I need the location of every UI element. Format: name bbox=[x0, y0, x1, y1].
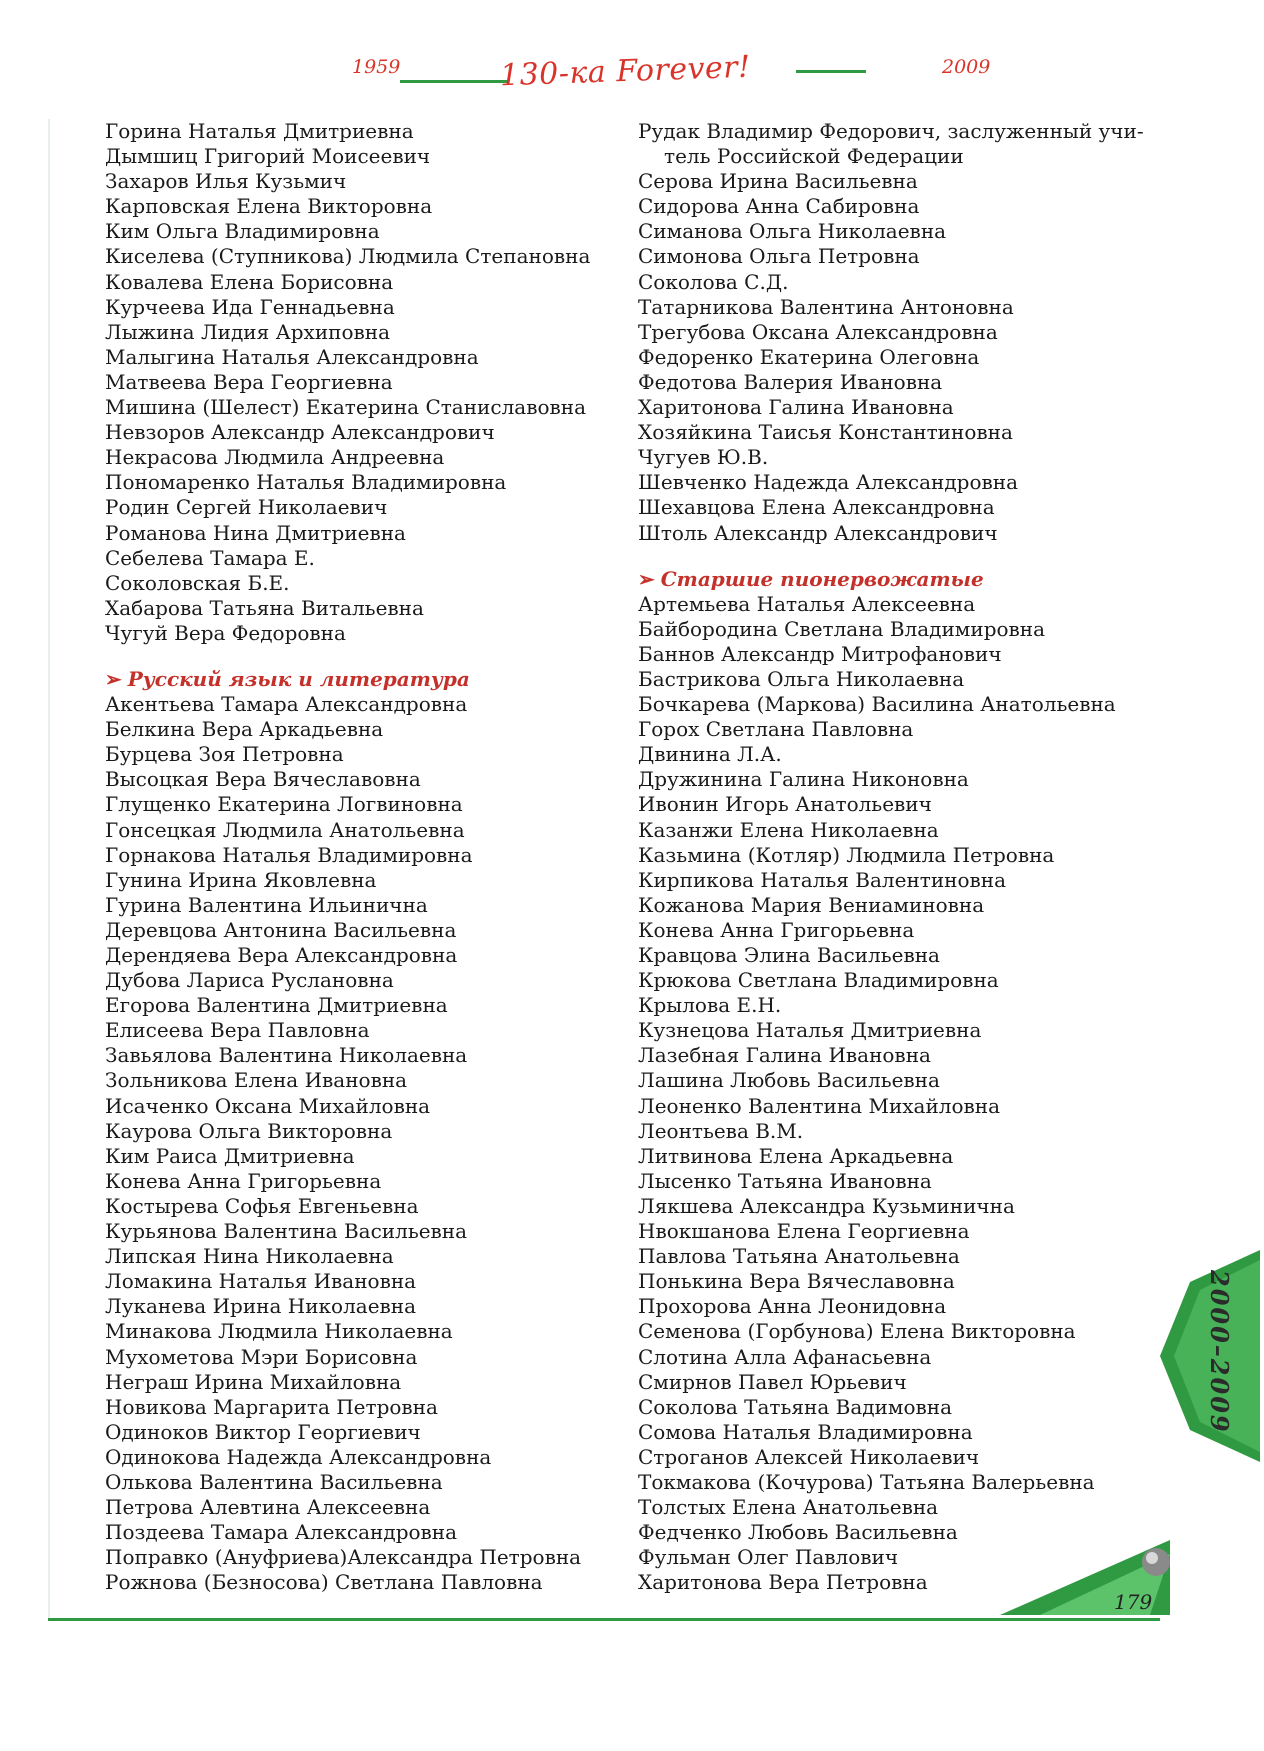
name-list-item: Шевченко Надежда Александровна bbox=[638, 470, 1019, 495]
name-list-item: Сидорова Анна Сабировна bbox=[638, 194, 920, 219]
name-list-item: Матвеева Вера Георгиевна bbox=[105, 369, 393, 394]
name-list-item: Исаченко Оксана Михайловна bbox=[105, 1093, 431, 1118]
name-list-item: Лякшева Александра Кузьминична bbox=[638, 1193, 1015, 1218]
name-list-item: Федоренко Екатерина Олеговна bbox=[638, 344, 980, 369]
name-list-item: Горох Светлана Павловна bbox=[638, 717, 914, 742]
name-list-item: Харитонова Галина Ивановна bbox=[638, 395, 954, 420]
name-list-item: Поздеева Тамара Александровна bbox=[105, 1520, 458, 1545]
name-list-item: Курьянова Валентина Васильевна bbox=[105, 1219, 468, 1244]
name-list-item: Новикова Маргарита Петровна bbox=[105, 1394, 438, 1419]
name-list-item: Невзоров Александр Александрович bbox=[105, 420, 495, 445]
name-list-item: Ким Ольга Владимировна bbox=[105, 219, 380, 244]
name-list-item: Деревцова Антонина Васильевна bbox=[105, 917, 457, 942]
arrow-right-icon: ➢ bbox=[105, 666, 122, 691]
name-list-item: Дружинина Галина Никоновна bbox=[638, 767, 969, 792]
name-list-item: Смирнов Павел Юрьевич bbox=[638, 1369, 907, 1394]
name-list-item: Гунина Ирина Яковлевна bbox=[105, 867, 377, 892]
name-list-item: Рудак Владимир Федорович, заслуженный учи- bbox=[638, 119, 1144, 143]
name-list-item: Чугуев Ю.В. bbox=[638, 445, 769, 470]
name-list-item: Понькина Вера Вячеславовна bbox=[638, 1269, 955, 1294]
name-list-item: Кузнецова Наталья Дмитриевна bbox=[638, 1018, 982, 1043]
section-heading-text: Старшие пионервожатые bbox=[660, 566, 984, 591]
name-list-item: Высоцкая Вера Вячеславовна bbox=[105, 767, 421, 792]
name-list-item: Соколова С.Д. bbox=[638, 269, 789, 294]
name-list-item: Конева Анна Григорьевна bbox=[638, 917, 915, 942]
name-list-item: Лыжина Лидия Архиповна bbox=[105, 319, 391, 344]
left-column bbox=[105, 119, 625, 1595]
name-list-item: Симанова Ольга Николаевна bbox=[638, 219, 947, 244]
name-list-item: Серова Ирина Васильевна bbox=[638, 169, 918, 194]
name-list-item: Прохорова Анна Леонидовна bbox=[638, 1294, 947, 1319]
name-list-item: Симонова Ольга Петровна bbox=[638, 244, 920, 269]
name-list-item: Толстых Елена Анатольевна bbox=[638, 1495, 939, 1520]
name-list-item: Олькова Валентина Васильевна bbox=[105, 1469, 443, 1494]
name-list-item: Соколова Татьяна Вадимовна bbox=[638, 1394, 952, 1419]
name-list-item: Себелева Тамара Е. bbox=[105, 545, 315, 570]
name-list-item: Пономаренко Наталья Владимировна bbox=[105, 470, 507, 495]
name-list-item: Лысенко Татьяна Ивановна bbox=[638, 1168, 932, 1193]
name-list-item: Строганов Алексей Николаевич bbox=[638, 1444, 980, 1469]
name-list-item: Курчеева Ида Геннадьевна bbox=[105, 294, 395, 319]
name-list-item: Бочкарева (Маркова) Василина Анатольевна bbox=[638, 692, 1116, 717]
name-list-item: Елисеева Вера Павловна bbox=[105, 1018, 370, 1043]
name-list-item: Поправко (Ануфриева)Александра Петровна bbox=[105, 1545, 582, 1570]
section-heading-text: Русский язык и литература bbox=[127, 666, 470, 691]
header-year-end: 2009 bbox=[942, 56, 991, 78]
name-list-item: Казьмина (Котляр) Людмила Петровна bbox=[638, 842, 1055, 867]
name-list-item: Нвокшанова Елена Георгиевна bbox=[638, 1219, 970, 1244]
name-list-item: Крылова Е.Н. bbox=[638, 993, 782, 1018]
name-list-item: Чугуй Вера Федоровна bbox=[105, 620, 346, 645]
name-list-item: Завьялова Валентина Николаевна bbox=[105, 1043, 468, 1068]
right-column bbox=[638, 119, 1158, 1595]
name-list-item: Костырева Софья Евгеньевна bbox=[105, 1193, 419, 1218]
name-list-item: Харитонова Вера Петровна bbox=[638, 1570, 928, 1595]
name-list-item: Рожнова (Безносова) Светлана Павловна bbox=[105, 1570, 543, 1595]
name-list-item: Дымшиц Григорий Моисеевич bbox=[105, 144, 431, 169]
name-list-item: Федченко Любовь Васильевна bbox=[638, 1520, 958, 1545]
name-list-item: Белкина Вера Аркадьевна bbox=[105, 717, 384, 742]
name-list-item: тель Российской Федерации bbox=[664, 144, 964, 169]
name-list-item: Малыгина Наталья Александровна bbox=[105, 344, 479, 369]
name-list-item: Горнакова Наталья Владимировна bbox=[105, 842, 473, 867]
decade-side-tab-label: 2000–2009 bbox=[1205, 1270, 1234, 1434]
name-list-item: Дубова Лариса Руслановна bbox=[105, 968, 394, 993]
name-list-item: Петрова Алевтина Алексеевна bbox=[105, 1495, 431, 1520]
name-list-item: Ковалева Елена Борисовна bbox=[105, 269, 394, 294]
name-list-item: Глущенко Екатерина Логвиновна bbox=[105, 792, 463, 817]
name-list-item: Токмакова (Кочурова) Татьяна Валерьевна bbox=[638, 1469, 1095, 1494]
name-list-item: Горина Наталья Дмитриевна bbox=[105, 119, 414, 143]
name-list-item: Казанжи Елена Николаевна bbox=[638, 817, 939, 842]
name-list-item: Павлова Татьяна Анатольевна bbox=[638, 1244, 960, 1269]
name-list-item: Ломакина Наталья Ивановна bbox=[105, 1269, 417, 1294]
footer-rule bbox=[48, 1618, 1160, 1621]
name-list-item: Байбородина Светлана Владимировна bbox=[638, 616, 1046, 641]
name-list-item: Карповская Елена Викторовна bbox=[105, 194, 433, 219]
name-list-item: Шехавцова Елена Александровна bbox=[638, 495, 995, 520]
page-number: 179 bbox=[1114, 1590, 1153, 1614]
name-list-item: Гонсецкая Людмила Анатольевна bbox=[105, 817, 465, 842]
left-margin-rule bbox=[48, 119, 50, 1619]
name-list-item: Крюкова Светлана Владимировна bbox=[638, 968, 999, 993]
name-list-item: Кожанова Мария Вениаминовна bbox=[638, 892, 985, 917]
name-list-item: Липская Нина Николаевна bbox=[105, 1244, 394, 1269]
name-list-item: Кирпикова Наталья Валентиновна bbox=[638, 867, 1007, 892]
name-list-item: Дерендяева Вера Александровна bbox=[105, 943, 458, 967]
name-list-item: Некрасова Людмила Андреевна bbox=[105, 445, 445, 470]
header-logo-text: 130-ка Forever! bbox=[499, 49, 752, 94]
name-list-item: Бурцева Зоя Петровна bbox=[105, 742, 344, 767]
name-list-item: Ивонин Игорь Анатольевич bbox=[638, 792, 932, 817]
name-list-item: Фульман Олег Павлович bbox=[638, 1545, 899, 1570]
name-list-item: Леоненко Валентина Михайловна bbox=[638, 1093, 1001, 1118]
name-list-item: Кравцова Элина Васильевна bbox=[638, 943, 940, 967]
section-heading bbox=[105, 667, 625, 692]
name-list-item: Родин Сергей Николаевич bbox=[105, 495, 388, 520]
name-list-item: Каурова Ольга Викторовна bbox=[105, 1118, 393, 1143]
name-list-item: Сомова Наталья Владимировна bbox=[638, 1419, 973, 1444]
name-list-item: Баннов Александр Митрофанович bbox=[638, 641, 1002, 666]
name-list-item: Егорова Валентина Дмитриевна bbox=[105, 993, 448, 1018]
name-list-item: Лашина Любовь Васильевна bbox=[638, 1068, 940, 1093]
name-list-item: Зольникова Елена Ивановна bbox=[105, 1068, 408, 1093]
name-list-item: Захаров Илья Кузьмич bbox=[105, 169, 347, 194]
name-list-item: Соколовская Б.Е. bbox=[105, 570, 290, 595]
name-list-item: Акентьева Тамара Александровна bbox=[105, 692, 468, 717]
name-list-item: Бастрикова Ольга Николаевна bbox=[638, 666, 965, 691]
name-list-item: Гурина Валентина Ильинична bbox=[105, 892, 428, 917]
name-list-item: Луканева Ирина Николаевна bbox=[105, 1294, 417, 1319]
name-list-item: Романова Нина Дмитриевна bbox=[105, 520, 406, 545]
name-list-item: Одинокова Надежда Александровна bbox=[105, 1444, 492, 1469]
arrow-right-icon: ➢ bbox=[638, 566, 655, 591]
name-list-item: Мишина (Шелест) Екатерина Станиславовна bbox=[105, 395, 587, 420]
name-list-item: Татарникова Валентина Антоновна bbox=[638, 294, 1014, 319]
name-list-item: Литвинова Елена Аркадьевна bbox=[638, 1143, 954, 1168]
name-list-item: Неграш Ирина Михайловна bbox=[105, 1369, 402, 1394]
name-list-item: Хабарова Татьяна Витальевна bbox=[105, 595, 424, 620]
name-list-item: Хозяйкина Таисья Константиновна bbox=[638, 420, 1013, 445]
name-list-item: Леонтьева В.М. bbox=[638, 1118, 804, 1143]
name-list-item: Федотова Валерия Ивановна bbox=[638, 369, 943, 394]
header-year-start: 1959 bbox=[352, 56, 401, 78]
name-list-item: Штоль Александр Александрович bbox=[638, 520, 998, 545]
name-list-item: Семенова (Горбунова) Елена Викторовна bbox=[638, 1319, 1076, 1344]
name-list-item: Ким Раиса Дмитриевна bbox=[105, 1143, 355, 1168]
name-list-item: Артемьева Наталья Алексеевна bbox=[638, 591, 976, 616]
section-heading bbox=[638, 567, 1158, 592]
name-list-item: Двинина Л.А. bbox=[638, 742, 782, 767]
header-logo bbox=[496, 40, 856, 96]
name-list-item: Лазебная Галина Ивановна bbox=[638, 1043, 931, 1068]
name-list-item: Слотина Алла Афанасьевна bbox=[638, 1344, 932, 1369]
name-list-item: Киселева (Ступникова) Людмила Степановна bbox=[105, 244, 591, 269]
name-list-item: Трегубова Оксана Александровна bbox=[638, 319, 998, 344]
name-list-item: Мухометова Мэри Борисовна bbox=[105, 1344, 418, 1369]
header-rule-left bbox=[400, 80, 508, 83]
name-list-item: Конева Анна Григорьевна bbox=[105, 1168, 382, 1193]
name-list-item: Минакова Людмила Николаевна bbox=[105, 1319, 453, 1344]
name-list-item: Одиноков Виктор Георгиевич bbox=[105, 1419, 421, 1444]
